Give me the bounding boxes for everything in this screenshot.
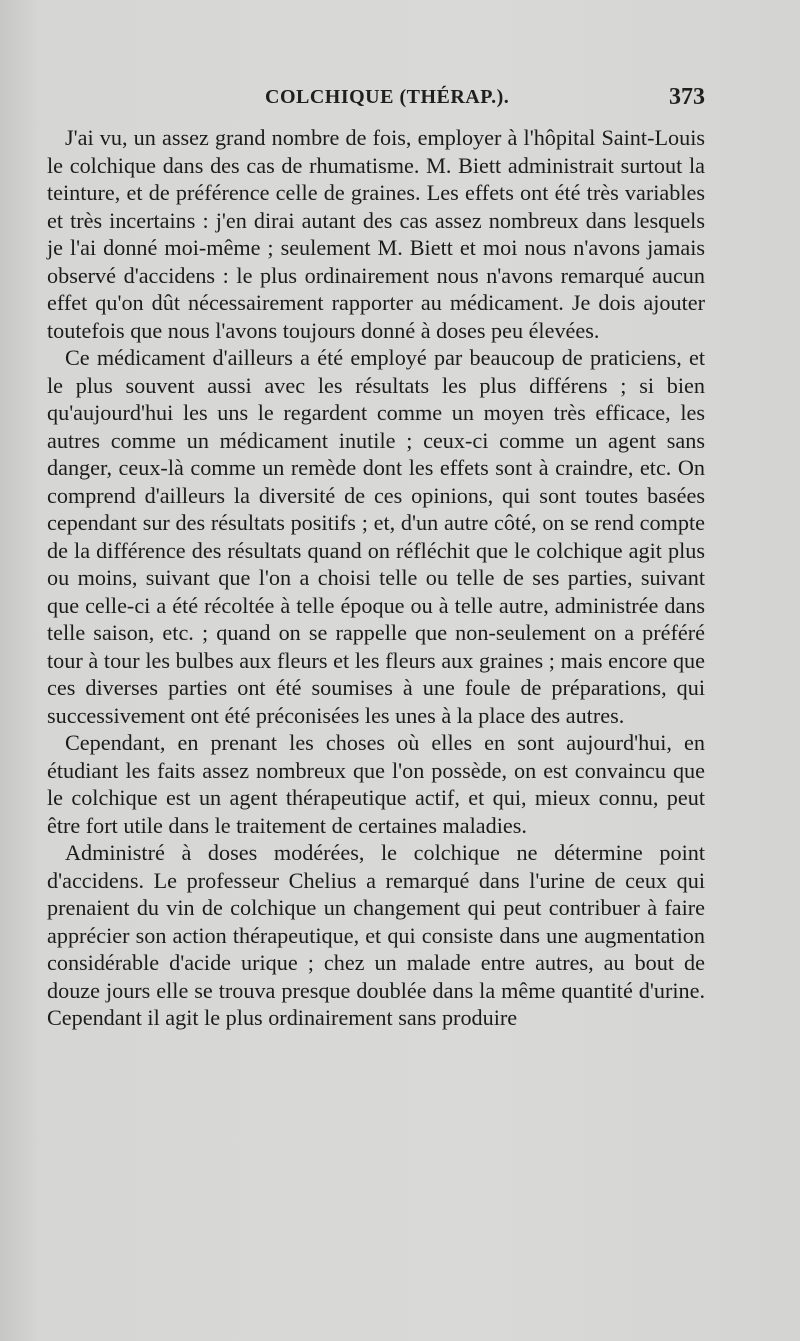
page-header [0, 86, 800, 118]
paragraph: Cependant, en prenant les choses où elles en sont aujourd'hui, en étudiant les faits assez nombreux que l'on possède, on est convaincu que le colchique est un agent thérapeutique actif, et qui, mieux connu, peut être fort utile dans le traitement de certaines maladies. [47, 730, 705, 838]
paragraph: J'ai vu, un assez grand nombre de fois, employer à l'hôpital Saint-Louis le colchique dans des cas de rhumatisme. M. Biett administrait surtout la teinture, et de préférence celle de graines. Les effets ont été très variables et très incertains : j'en dirai autant des cas assez nombreux dans lesquels je l'ai donné moi-même ; seulement M. Biett et moi nous n'avons jamais observé d'accidens : le plus ordinairement nous n'avons remarqué aucun effet qu'on dût nécessairement rapporter au médicament. Je dois ajouter toutefois que nous l'avons toujours donné à doses peu élevées. [47, 125, 705, 343]
running-head: COLCHIQUE (THÉRAP.). [265, 86, 510, 108]
paragraph: Ce médicament d'ailleurs a été employé par beaucoup de praticiens, et le plus souvent aussi avec les résultats les plus différens ; si bien qu'aujourd'hui les uns le regardent comme un moyen très efficace, les autres comme un médicament inutile ; ceux-ci comme un agent sans danger, ceux-là comme un remède dont les effets sont à craindre, etc. On comprend d'ailleurs la diversité de ces opinions, qui sont toutes basées cependant sur des résultats positifs ; et, d'un autre côté, on se rend compte de la différence des résultats quand on réfléchit que le colchique agit plus ou moins, suivant que l'on a choisi telle ou telle de ses parties, suivant que celle-ci a été récoltée à telle époque ou à telle autre, administrée dans telle saison, etc. ; quand on se rappelle que non-seulement on a préféré tour à tour les bulbes aux fleurs et les fleurs aux graines ; mais encore que ces diverses parties ont été soumises à une foule de préparations, qui successivement ont été préconisées les unes à la place des autres. [47, 345, 705, 728]
paragraph: Administré à doses modérées, le colchique ne détermine point d'accidens. Le professeur Chelius a remarqué dans l'urine de ceux qui prenaient du vin de colchique un changement qui peut contribuer à faire apprécier son action thérapeutique, et qui consiste dans une augmentation considérable d'acide urique ; chez un malade entre autres, au bout de douze jours elle se trouva presque doublée dans la même quantité d'urine. Cependant il agit le plus ordinairement sans produire [47, 840, 705, 1030]
body-text [47, 124, 705, 1032]
page-number: 373 [669, 84, 705, 110]
